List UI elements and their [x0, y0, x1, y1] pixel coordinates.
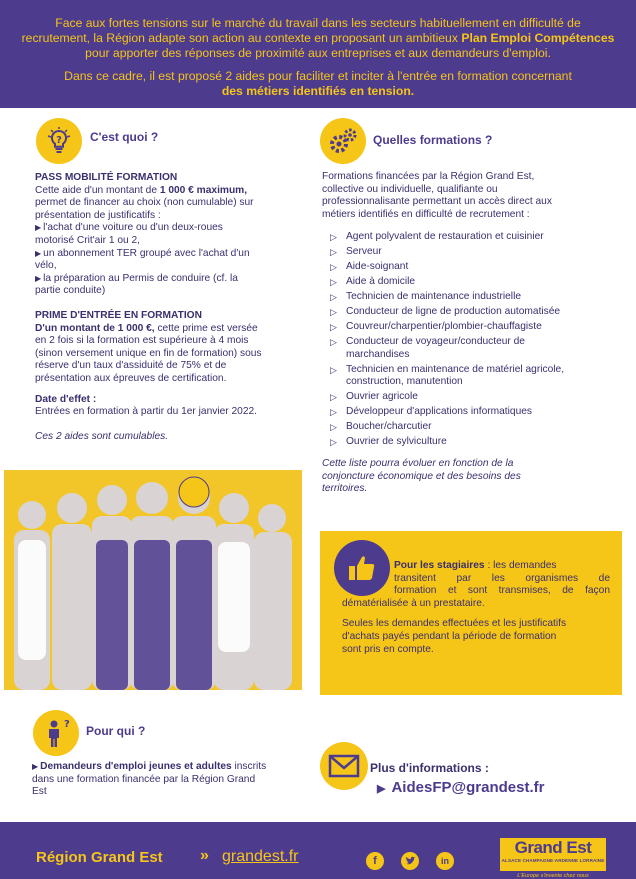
- formations-intro: Formations financées par la Région Grand Est, collective ou individuelle, qualifiante ou professionnalisante permettant un accès direct aux métiers identifiés en difficulté de recrutement :: [322, 171, 552, 220]
- twitter-icon[interactable]: [401, 852, 419, 870]
- svg-text:?: ?: [64, 719, 70, 730]
- list-item: ▷ Ouvrier agricole: [330, 391, 620, 404]
- prime-entree-title: PRIME D'ENTRÉE EN FORMATION: [35, 309, 202, 321]
- gears-icon: [320, 118, 366, 164]
- section-title-pour-qui: Pour qui ?: [86, 724, 146, 738]
- cumul-note: Ces 2 aides sont cumulables.: [35, 430, 169, 442]
- list-item: ▷ Développeur d'applications informatiques: [330, 406, 620, 419]
- arrow-icon: ▶: [377, 783, 386, 795]
- list-item: ▷ Serveur: [330, 246, 620, 259]
- workers-group-image: [4, 470, 302, 690]
- footer: [0, 822, 636, 879]
- double-chevron-icon: »: [200, 847, 209, 864]
- bullet-arrow-icon: ▶: [35, 273, 42, 283]
- intro-banner: [0, 0, 636, 108]
- more-info-label: Plus d'informations :: [370, 761, 489, 775]
- list-item: ▷ Boucher/charcutier: [330, 421, 620, 434]
- email-link[interactable]: ▶ AidesFP@grandest.fr: [377, 779, 545, 796]
- list-item: ▷ Conducteur de voyageur/conducteur de marchandises: [330, 336, 560, 362]
- grand-est-logo: Grand Est ALSACE CHAMPAGNE-ARDENNE LORRAINE: [500, 838, 606, 871]
- formations-note: Cette liste pourra évoluer en fonction de la conjoncture économique et des besoins des territoires.: [322, 458, 521, 495]
- list-item: ▷ Aide à domicile: [330, 276, 620, 289]
- list-item: ▷ Ouvrier de sylviculture: [330, 436, 620, 449]
- intro-paragraph-2: Dans ce cadre, il est proposé 2 aides pour faciliter et inciter à l'entrée en formation concernant des métiers identifiés en tension.: [64, 69, 572, 98]
- pass-mobilite-title: PASS MOBILITÉ FORMATION: [35, 172, 178, 183]
- intro-paragraph-1: Face aux fortes tensions sur le marché du travail dans les secteurs habituellement en difficulté de recrutement, la Région adapte son action au contexte en proposant un ambitieux Plan Emploi Compétences pour apporter des réponses de proximité aux entreprises et aux demandeurs d'emploi.: [21, 16, 615, 60]
- list-item: ▷ Technicien de maintenance industrielle: [330, 291, 620, 304]
- envelope-icon: [320, 742, 368, 790]
- list-item: ▷ Aide-soignant: [330, 261, 620, 274]
- list-item: ▷ Agent polyvalent de restauration et cuisinier: [330, 231, 620, 244]
- pour-qui-text: ▶ Demandeurs d'emploi jeunes et adultes inscrits dans une formation financée par la Région Grand Est: [32, 761, 267, 798]
- section-title-cest-quoi: C'est quoi ?: [90, 130, 159, 144]
- date-effet-title: Date d'effet :: [35, 393, 97, 405]
- section-title-formations: Quelles formations ?: [373, 133, 493, 147]
- cest-quoi-body: PASS MOBILITÉ FORMATION Cette aide d'un montant de 1 000 € maximum, permet de financer au choix (non cumulable) sur présentation de justificatifs : ▶ l'achat d'une voiture ou d'un deux-roues motorisé Crit'air 1 ou 2, ▶ un abonnement TER groupé avec l'achat d'un vélo, ▶ la préparation au Permis de conduire (cf. la partie conduite) PRIME D'ENTRÉE EN FORMATION D'un montant de 1 000 €, cette prime est versée en 2 fois si la formation est supérieure à 4 mois (sinon versement unique en fin de formation) sous réserve d'un taux d'assiduité de 75% et de présentation aux épreuves de certification. Date d'effet : Entrées en formation à partir du 1er janvier 2022. Ces 2 aides sont cumulables.: [35, 172, 305, 443]
- lightbulb-icon: [36, 118, 82, 164]
- footer-website-link[interactable]: grandest.fr: [222, 848, 299, 865]
- list-item: ▷ Technicien en maintenance de matériel agricole, construction, manutention: [330, 364, 620, 390]
- bullet-arrow-icon: ▶: [35, 223, 42, 233]
- facebook-icon[interactable]: f: [366, 852, 384, 870]
- linkedin-icon[interactable]: in: [436, 852, 454, 870]
- bullet-arrow-icon: ▶: [35, 248, 42, 258]
- footer-region-name: Région Grand Est: [36, 849, 163, 866]
- list-item: ▷ Couvreur/charpentier/plombier-chauffagiste: [330, 321, 620, 334]
- person-question-icon: [33, 710, 79, 756]
- stagiaires-text: Pour les stagiaires : les demandes transitent par les organismes de formation et sont transmises, de façon dématérialisée à un prestataire. Seules les demandes effectuées et les justificatifs d'achats payés pendant la période de formation sont pris en compte.: [342, 560, 610, 655]
- list-item: ▷ Conducteur de ligne de production automatisée: [330, 306, 620, 319]
- svg-text:?: ?: [56, 135, 62, 146]
- formations-list: [330, 231, 620, 451]
- bullet-arrow-icon: ▶: [32, 762, 39, 771]
- logo-slogan: L'Europe s'invente chez nous: [517, 873, 589, 879]
